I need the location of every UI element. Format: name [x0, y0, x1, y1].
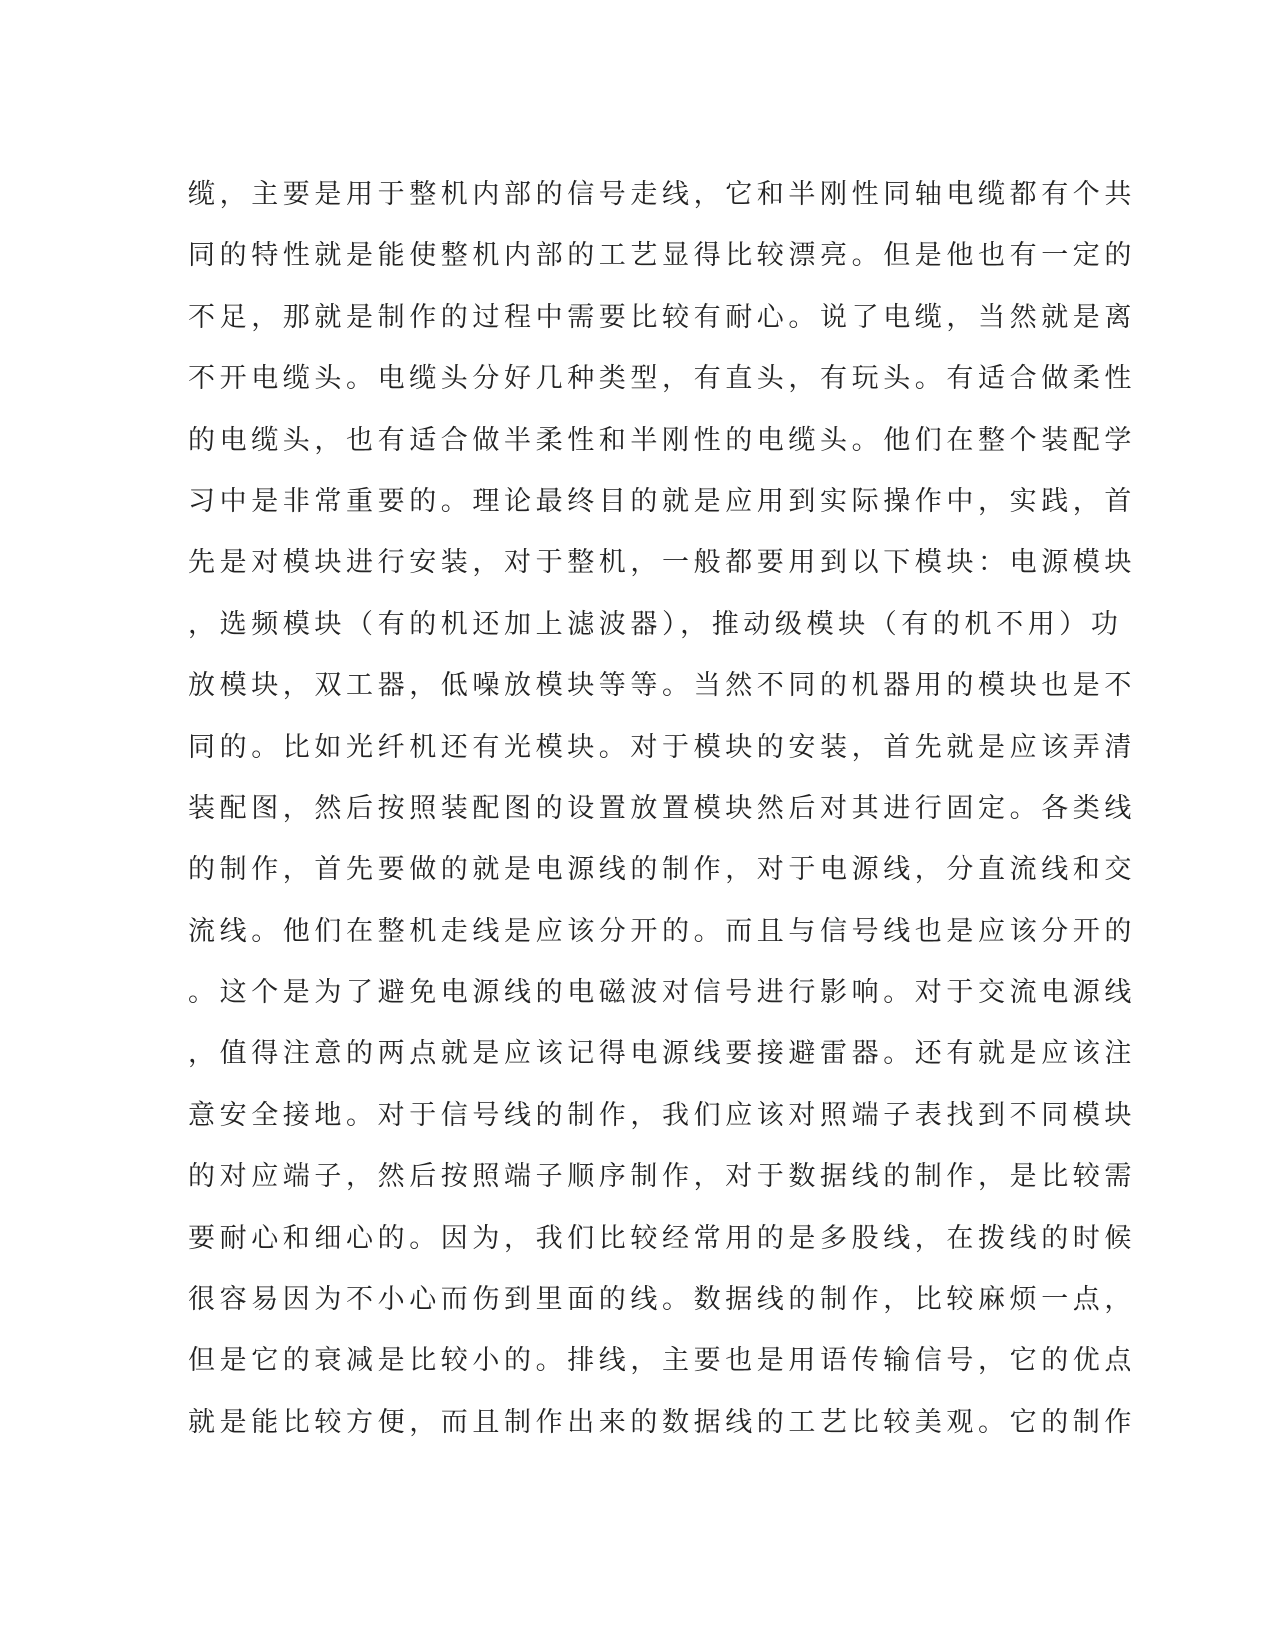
text-line: 但是它的衰减是比较小的。排线，主要也是用语传输信号，它的优点	[188, 1345, 1136, 1377]
text-line: ，值得注意的两点就是应该记得电源线要接避雷器。还有就是应该注	[188, 1038, 1136, 1070]
text-line: 放模块，双工器，低噪放模块等等。当然不同的机器用的模块也是不	[188, 670, 1136, 702]
text-line: 很容易因为不小心而伤到里面的线。数据线的制作，比较麻烦一点，	[188, 1284, 1136, 1316]
text-line: 的制作，首先要做的就是电源线的制作，对于电源线，分直流线和交	[188, 854, 1136, 886]
text-line: 的对应端子，然后按照端子顺序制作，对于数据线的制作，是比较需	[188, 1161, 1136, 1193]
text-line: 意安全接地。对于信号线的制作，我们应该对照端子表找到不同模块	[188, 1099, 1136, 1131]
text-line: 习中是非常重要的。理论最终目的就是应用到实际操作中，实践，首	[188, 485, 1136, 517]
text-line: 同的。比如光纤机还有光模块。对于模块的安装，首先就是应该弄清	[188, 731, 1136, 763]
text-line: 。这个是为了避免电源线的电磁波对信号进行影响。对于交流电源线	[188, 977, 1136, 1009]
text-line: ，选频模块（有的机还加上滤波器），推动级模块（有的机不用）功	[188, 608, 1123, 640]
text-line: 缆，主要是用于整机内部的信号走线，它和半刚性同轴电缆都有个共	[188, 179, 1136, 210]
text-line: 同的特性就是能使整机内部的工艺显得比较漂亮。但是他也有一定的	[188, 240, 1136, 272]
text-line: 不足，那就是制作的过程中需要比较有耐心。说了电缆，当然就是离	[188, 301, 1136, 333]
body-paragraph	[188, 164, 1136, 1453]
text-line: 就是能比较方便，而且制作出来的数据线的工艺比较美观。它的制作	[188, 1406, 1136, 1438]
text-line: 不开电缆头。电缆头分好几种类型，有直头，有玩头。有适合做柔性	[188, 363, 1136, 395]
text-line: 流线。他们在整机走线是应该分开的。而且与信号线也是应该分开的	[188, 915, 1136, 947]
text-line: 先是对模块进行安装，对于整机，一般都要用到以下模块：电源模块	[188, 547, 1136, 579]
text-line: 要耐心和细心的。因为，我们比较经常用的是多股线，在拨线的时候	[188, 1222, 1136, 1254]
text-line: 装配图，然后按照装配图的设置放置模块然后对其进行固定。各类线	[188, 792, 1136, 824]
text-line: 的电缆头，也有适合做半柔性和半刚性的电缆头。他们在整个装配学	[188, 424, 1136, 456]
